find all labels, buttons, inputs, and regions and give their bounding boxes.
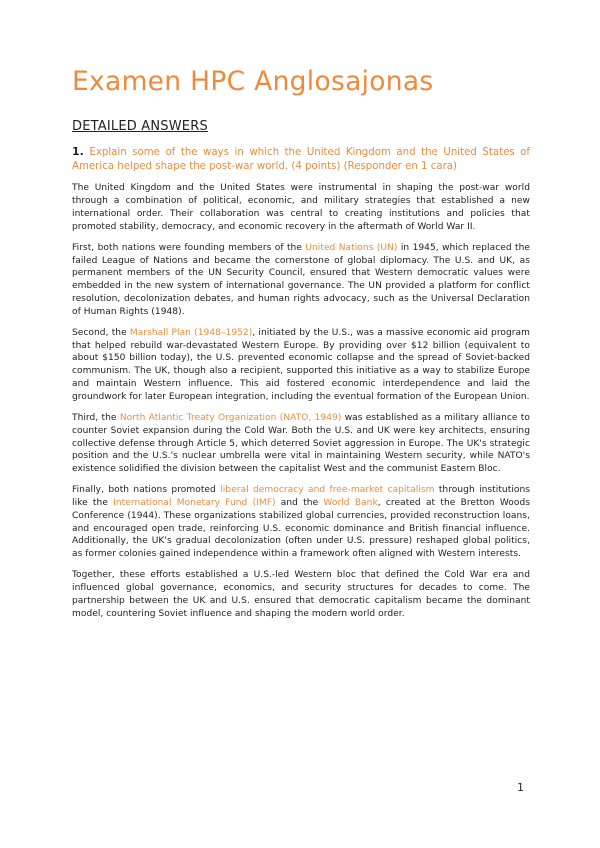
text-segment: through institutions like the	[72, 484, 531, 508]
document-content	[72, 145, 530, 628]
document-title: Examen HPC Anglosajonas	[72, 66, 434, 97]
text-segment: in 1945, which replaced the failed League of Nations and became the cornerstone of global diplomacy. The U.S. and UK, as permanent members of the UN Security Council, ensured that Western democratic values were embedded in the new system of international governance. The UN provided a platform for conflict resolution, decolonization debates, and human rights advocacy, such as the Universal Declaration of Human Rights (1948).	[72, 242, 531, 318]
highlight-imf: International Monetary Fund (IMF)	[113, 497, 276, 508]
paragraph-marshall-plan	[72, 327, 530, 404]
text-segment: , initiated by the U.S., was a massive economic aid program that helped rebuild war-devastated Western Europe. By providing over $12 billion (equivalent to about $150 billion today), the U.S. prevented economic collapse and the spread of Soviet-backed communism. The UK, though also a recipient, supported this initiative as a way to stabilize Europe and maintain Western influence. This aid fostered economic interdependence and laid the groundwork for later European integration, including the eventual formation of the European Union.	[72, 327, 531, 403]
highlight-united-nations: United Nations (UN)	[305, 242, 398, 253]
question-number: 1.	[72, 145, 84, 158]
text-segment: and the	[275, 497, 324, 508]
highlight-marshall-plan: Marshall Plan (1948–1952)	[129, 327, 253, 338]
question-text: Explain some of the ways in which the United Kingdom and the United States of America helped shape the post-war world. (4 points) (Responder en 1 cara)	[72, 147, 530, 173]
text-segment: Finally, both nations promoted	[72, 484, 221, 495]
page-number: 1	[517, 781, 524, 794]
paragraph-liberal-democracy	[72, 484, 530, 561]
paragraph-conclusion: Together, these efforts established a U.S.-led Western bloc that defined the Cold War era and influenced global governance, economics, and security structures for decades to come. The partnership between the UK and U.S. ensured that democratic capitalism became the dominant model, countering Soviet influence and shaping the modern world order.	[72, 569, 530, 619]
text-segment: , created at the Bretton Woods Conference (1944). These organizations stabilized global currencies, provided reconstruction loans, and encouraged open trade, reinforcing U.S. economic dominance and British financial influence. Additionally, the UK's gradual decolonization (often under U.S. pressure) reshaped global politics, as former colonies gained independence within a framework often aligned with Western interests.	[72, 497, 531, 560]
highlight-liberal-democracy: liberal democracy and free-market capitalism	[220, 484, 435, 495]
highlight-nato: North Atlantic Treaty Organization (NATO, 1949)	[119, 412, 342, 423]
paragraph-united-nations	[72, 242, 530, 319]
text-segment: was established as a military alliance to counter Soviet expansion during the Cold War. Both the U.S. and UK were key architects, ensuring collective defense through Article 5, which deterred Soviet aggression in Europe. The UK's strategic position and the U.S.'s nuclear umbrella were vital in maintaining Western security, while NATO's existence solidified the division between the capitalist West and the communist Eastern Bloc.	[72, 412, 530, 475]
paragraph-nato	[72, 412, 530, 477]
text-segment: First, both nations were founding members of the	[72, 242, 306, 253]
paragraph-intro: The United Kingdom and the United States were instrumental in shaping the post-war world through a combination of political, economic, and military strategies that established a new international order. Their collaboration was central to creating institutions and policies that promoted stability, democracy, and economic recovery in the aftermath of World War II.	[72, 183, 530, 233]
section-heading: DETAILED ANSWERS	[72, 119, 208, 134]
question-1	[72, 145, 530, 174]
text-segment: Second, the	[72, 327, 130, 338]
text-segment: Third, the	[72, 412, 120, 423]
highlight-world-bank: World Bank	[323, 497, 378, 508]
